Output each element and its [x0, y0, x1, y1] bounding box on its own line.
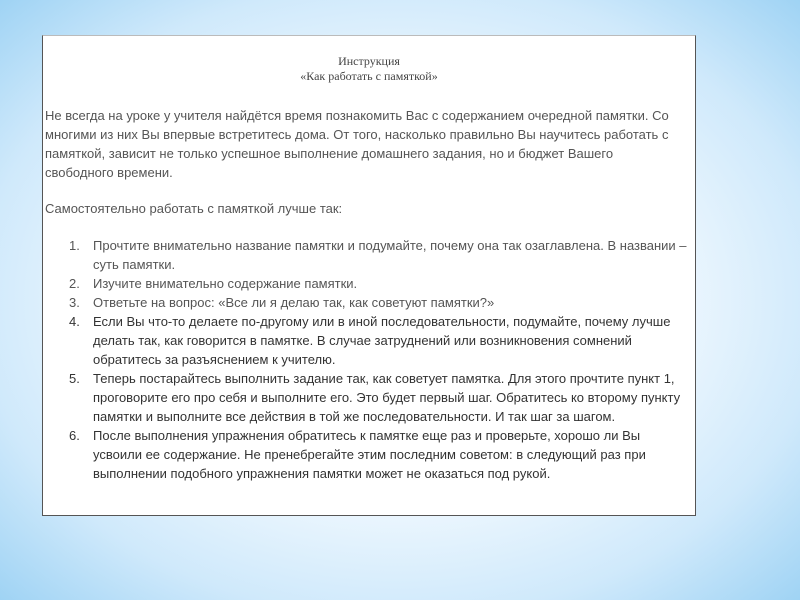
steps-list	[43, 236, 691, 483]
document-title: Инструкция	[338, 54, 400, 68]
lead-sentence: Самостоятельно работать с памяткой лучше так:	[45, 201, 343, 216]
list-item	[43, 426, 691, 483]
list-item	[43, 293, 691, 312]
step-text: Теперь постарайтесь выполнить задание так, как советует памятка. Для этого прочтите пункт 1, проговорите его про себя и выполните его. Это будет первый шаг. Обратитесь ко второму пункту памятки и выполните все действия в той же последовательности. И так шаг за шагом.	[93, 371, 681, 424]
title-block	[43, 54, 695, 84]
step-text: После выполнения упражнения обратитесь к памятке еще раз и проверьте, хорошо ли Вы усвоили ее содержание. Не пренебрегайте этим последним советом: в следующий раз при выполнении подобного упражнения памятки может не оказаться под рукой.	[93, 428, 646, 481]
step-number: 2.	[69, 276, 80, 291]
step-number: 5.	[69, 371, 80, 386]
document-page	[42, 35, 696, 516]
list-item	[43, 312, 691, 369]
step-number: 4.	[69, 314, 80, 329]
list-item	[43, 274, 691, 293]
step-text: Прочтите внимательно название памятки и подумайте, почему она так озаглавлена. В названии – суть памятки.	[93, 238, 687, 272]
list-item	[43, 236, 691, 274]
step-text: Ответьте на вопрос: «Все ли я делаю так, как советуют памятки?»	[93, 295, 495, 310]
document-subtitle: «Как работать с памяткой»	[300, 69, 438, 83]
step-text: Изучите внимательно содержание памятки.	[93, 276, 358, 291]
step-number: 3.	[69, 295, 80, 310]
step-number: 1.	[69, 238, 80, 253]
intro-paragraph: Не всегда на уроке у учителя найдётся время познакомить Вас с содержанием очередной памятки. Со многими из них Вы впервые встретитесь дома. От того, насколько правильно Вы научитесь работать с памяткой, зависит не только успешное выполнение домашнего задания, но и бюджет Вашего свободного времени.	[45, 108, 669, 180]
step-number: 6.	[69, 428, 80, 443]
list-item	[43, 369, 691, 426]
step-text: Если Вы что-то делаете по-другому или в иной последовательности, подумайте, почему лучше делать так, как говорится в памятке. В случае затруднений или возникновения сомнений обратитесь за разъяснением к учителю.	[93, 314, 671, 367]
